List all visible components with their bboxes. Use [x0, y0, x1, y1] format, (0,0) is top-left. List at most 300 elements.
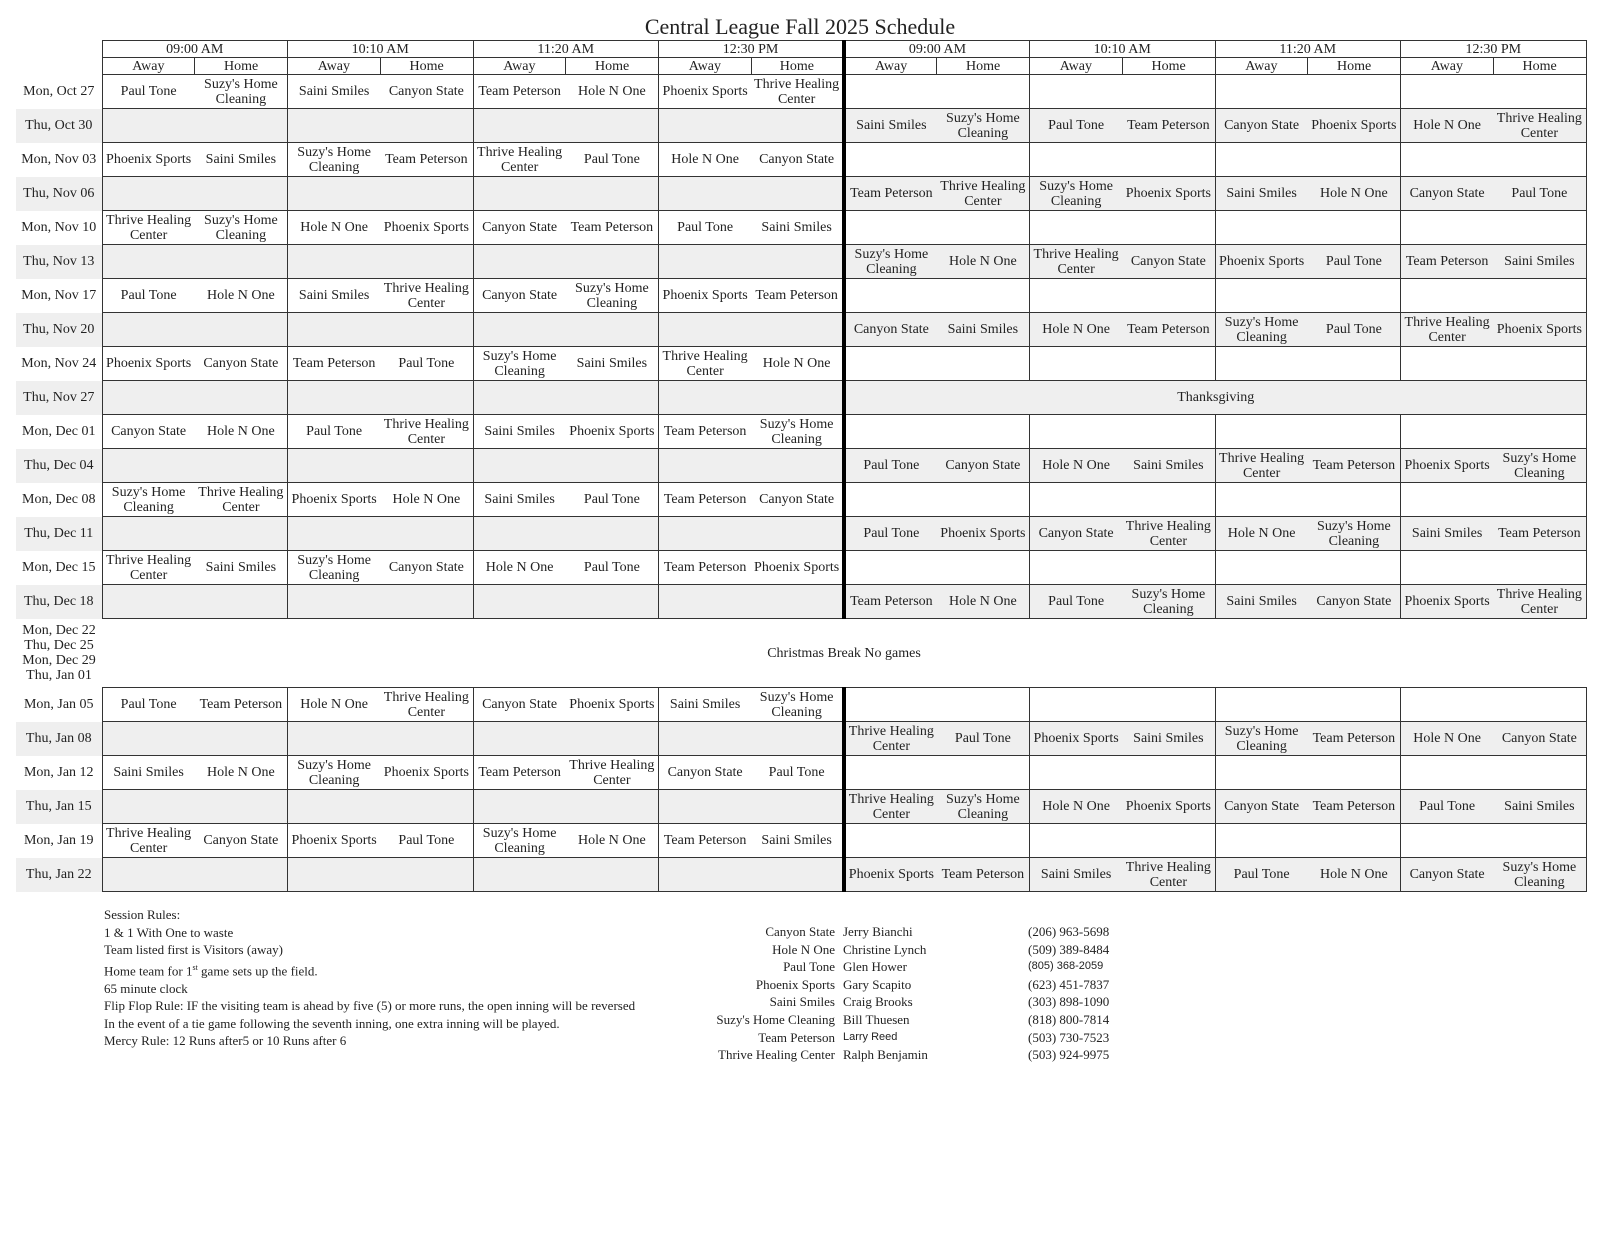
- game-date: Thu, Dec 11: [16, 517, 102, 551]
- home-header: Home: [195, 58, 288, 75]
- home-team: Saini Smiles: [195, 143, 288, 177]
- rules-heading: Session Rules:: [104, 907, 181, 922]
- contact-phone: (623) 451-7837: [1028, 976, 1110, 992]
- empty-slot: [102, 517, 288, 551]
- home-team: Hole N One: [195, 415, 288, 449]
- away-team: Paul Tone: [102, 279, 195, 313]
- away-team: Saini Smiles: [288, 279, 381, 313]
- empty-slot: [288, 722, 474, 756]
- empty-slot: [1215, 75, 1401, 109]
- away-team: Suzy's Home Cleaning: [473, 824, 566, 858]
- empty-slot: [473, 177, 659, 211]
- empty-slot: [288, 585, 474, 619]
- home-team: Paul Tone: [380, 347, 473, 381]
- empty-slot: [1215, 415, 1401, 449]
- away-header: Away: [659, 58, 752, 75]
- home-team: Team Peterson: [195, 688, 288, 722]
- home-team: Thrive Healing Center: [751, 75, 844, 109]
- home-team: Phoenix Sports: [751, 551, 844, 585]
- away-team: Thrive Healing Center: [102, 211, 195, 245]
- schedule-row: [16, 381, 1586, 415]
- away-team: Hole N One: [288, 211, 381, 245]
- empty-slot: [1215, 756, 1401, 790]
- game-date: Mon, Dec 01: [22, 424, 96, 439]
- rule-item: In the event of a tie game following the seventh inning, one extra inning will be played.: [104, 1015, 560, 1031]
- away-team: Paul Tone: [1215, 858, 1308, 892]
- game-date: Mon, Jan 12: [23, 765, 94, 780]
- empty-slot: [1215, 279, 1401, 313]
- away-team: Phoenix Sports: [288, 824, 381, 858]
- empty-slot: [844, 756, 1030, 790]
- schedule-row: [16, 483, 1586, 517]
- empty-slot: [1215, 688, 1401, 722]
- home-team: Phoenix Sports: [566, 415, 659, 449]
- away-header: Away: [1401, 58, 1494, 75]
- away-team: Team Peterson: [659, 551, 752, 585]
- empty-slot: [659, 177, 845, 211]
- game-date: Mon, Dec 08: [22, 492, 96, 507]
- away-team: Canyon State: [473, 688, 566, 722]
- empty-slot: [102, 585, 288, 619]
- away-team: Paul Tone: [288, 415, 381, 449]
- empty-slot: [1401, 824, 1587, 858]
- game-date: Thu, Dec 18: [16, 585, 102, 619]
- empty-slot: [659, 858, 845, 892]
- empty-slot: [1030, 75, 1216, 109]
- away-header: Away: [844, 58, 937, 75]
- away-team: Team Peterson: [659, 483, 752, 517]
- game-date: Mon, Dec 15: [22, 560, 96, 575]
- home-team: Phoenix Sports: [380, 211, 473, 245]
- away-team: Thrive Healing Center: [1030, 245, 1123, 279]
- home-team: Team Peterson: [1308, 790, 1401, 824]
- game-date: Mon, Nov 17: [21, 288, 97, 303]
- away-team: Paul Tone: [1030, 109, 1123, 143]
- schedule-row: [16, 551, 1586, 585]
- schedule-row: [16, 245, 1586, 279]
- contact-row: [680, 1011, 1180, 1029]
- home-team: Thrive Healing Center: [195, 483, 288, 517]
- away-team: Saini Smiles: [1215, 177, 1308, 211]
- away-team: Paul Tone: [1401, 790, 1494, 824]
- contact-row: [680, 976, 1180, 994]
- away-home-header-row: [16, 58, 1586, 75]
- contact-person: Larry Reed: [843, 1030, 898, 1043]
- home-team: Canyon State: [380, 75, 473, 109]
- rule-item: 1 & 1 With One to waste: [104, 924, 234, 940]
- empty-slot: [102, 449, 288, 483]
- schedule-row: [16, 75, 1586, 109]
- home-team: Paul Tone: [751, 756, 844, 790]
- contact-person: Christine Lynch: [843, 941, 927, 957]
- contact-phone: (503) 924-9975: [1028, 1047, 1110, 1063]
- empty-slot: [659, 517, 845, 551]
- away-team: Saini Smiles: [473, 415, 566, 449]
- game-date: Thu, Jan 15: [16, 790, 102, 824]
- empty-slot: [1215, 551, 1401, 585]
- home-header: Home: [380, 58, 473, 75]
- away-team: Phoenix Sports: [102, 347, 195, 381]
- away-team: Hole N One: [1030, 313, 1123, 347]
- break-dates: [16, 619, 102, 688]
- home-team: Saini Smiles: [1122, 722, 1215, 756]
- empty-slot: [844, 688, 1030, 722]
- home-team: Thrive Healing Center: [1493, 585, 1586, 619]
- away-team: Saini Smiles: [844, 109, 937, 143]
- contact-team: Suzy's Home Cleaning: [716, 1011, 835, 1027]
- away-team: Suzy's Home Cleaning: [288, 143, 381, 177]
- empty-slot: [659, 790, 845, 824]
- schedule-row: [16, 313, 1586, 347]
- home-team: Hole N One: [1308, 858, 1401, 892]
- empty-slot: [1401, 551, 1587, 585]
- schedule-row: [16, 449, 1586, 483]
- home-team: Team Peterson: [1308, 449, 1401, 483]
- away-team: Suzy's Home Cleaning: [1215, 313, 1308, 347]
- rule-item: Team listed first is Visitors (away): [104, 942, 283, 958]
- home-team: Team Peterson: [1122, 313, 1215, 347]
- away-team: Saini Smiles: [288, 75, 381, 109]
- away-header: Away: [102, 58, 195, 75]
- schedule-row: [16, 143, 1586, 177]
- home-team: Hole N One: [380, 483, 473, 517]
- empty-slot: [1215, 347, 1401, 381]
- empty-slot: [844, 279, 1030, 313]
- away-team: Saini Smiles: [659, 688, 752, 722]
- empty-slot: [102, 722, 288, 756]
- away-team: Hole N One: [1215, 517, 1308, 551]
- home-team: Saini Smiles: [751, 824, 844, 858]
- contact-row: [680, 1029, 1180, 1047]
- home-team: Thrive Healing Center: [937, 177, 1030, 211]
- empty-slot: [1030, 347, 1216, 381]
- empty-slot: [288, 858, 474, 892]
- schedule-row: [16, 858, 1586, 892]
- game-date: Thu, Jan 22: [16, 858, 102, 892]
- contact-row: [680, 958, 1180, 976]
- home-team: Thrive Healing Center: [380, 415, 473, 449]
- empty-slot: [1401, 347, 1587, 381]
- away-team: Hole N One: [473, 551, 566, 585]
- break-date: Mon, Dec 22: [22, 623, 96, 638]
- away-team: Paul Tone: [659, 211, 752, 245]
- empty-slot: [844, 415, 1030, 449]
- home-team: Canyon State: [195, 824, 288, 858]
- home-team: Saini Smiles: [1122, 449, 1215, 483]
- home-team: Hole N One: [937, 585, 1030, 619]
- away-team: Paul Tone: [844, 517, 937, 551]
- contact-phone: (818) 800-7814: [1028, 1011, 1110, 1027]
- away-team: Thrive Healing Center: [844, 722, 937, 756]
- empty-slot: [473, 585, 659, 619]
- empty-slot: [1215, 824, 1401, 858]
- away-team: Team Peterson: [288, 347, 381, 381]
- empty-slot: [473, 313, 659, 347]
- empty-slot: [288, 109, 474, 143]
- time-slot-header: 10:10 AM: [1030, 41, 1216, 58]
- contact-phone: (509) 389-8484: [1028, 941, 1110, 957]
- empty-slot: [844, 143, 1030, 177]
- empty-slot: [473, 517, 659, 551]
- away-team: Paul Tone: [102, 75, 195, 109]
- away-team: Team Peterson: [844, 585, 937, 619]
- away-team: Canyon State: [102, 415, 195, 449]
- page-title: Central League Fall 2025 Schedule: [644, 14, 956, 39]
- team-contacts: [680, 923, 1180, 1064]
- home-team: Phoenix Sports: [566, 688, 659, 722]
- home-team: Team Peterson: [1308, 722, 1401, 756]
- away-team: Canyon State: [473, 279, 566, 313]
- home-team: Suzy's Home Cleaning: [751, 415, 844, 449]
- empty-slot: [288, 313, 474, 347]
- game-date: Mon, Nov 03: [21, 152, 97, 167]
- home-team: Thrive Healing Center: [1493, 109, 1586, 143]
- away-team: Hole N One: [1030, 790, 1123, 824]
- away-team: Canyon State: [1401, 177, 1494, 211]
- time-slot-header-row: [16, 41, 1586, 58]
- schedule-row: [16, 211, 1586, 245]
- empty-slot: [659, 381, 845, 415]
- empty-slot: [473, 245, 659, 279]
- contact-row: [680, 923, 1180, 941]
- empty-slot: [1215, 211, 1401, 245]
- rule-item: Home team for 1st game sets up the field.: [104, 962, 318, 979]
- contact-team: Phoenix Sports: [755, 976, 835, 992]
- home-team: Team Peterson: [380, 143, 473, 177]
- home-team: Team Peterson: [1493, 517, 1586, 551]
- schedule-row: [16, 279, 1586, 313]
- home-team: Canyon State: [937, 449, 1030, 483]
- home-team: Paul Tone: [566, 551, 659, 585]
- empty-slot: [102, 858, 288, 892]
- away-team: Phoenix Sports: [659, 75, 752, 109]
- empty-slot: [1030, 415, 1216, 449]
- home-team: Team Peterson: [751, 279, 844, 313]
- empty-slot: [288, 381, 474, 415]
- time-slot-header: 12:30 PM: [659, 41, 845, 58]
- home-team: Suzy's Home Cleaning: [937, 109, 1030, 143]
- home-team: Thrive Healing Center: [1122, 517, 1215, 551]
- empty-slot: [102, 177, 288, 211]
- empty-slot: [102, 109, 288, 143]
- away-team: Suzy's Home Cleaning: [844, 245, 937, 279]
- header-spacer: [16, 41, 102, 58]
- game-date: Mon, Nov 10: [21, 220, 97, 235]
- contact-phone: (303) 898-1090: [1028, 994, 1110, 1010]
- empty-slot: [844, 483, 1030, 517]
- away-team: Canyon State: [1215, 109, 1308, 143]
- schedule-row: [16, 688, 1586, 722]
- home-team: Saini Smiles: [1493, 245, 1586, 279]
- rule-item: Flip Flop Rule: IF the visiting team is ahead by five (5) or more runs, the open inning will be reversed: [104, 998, 636, 1014]
- schedule-row: [16, 517, 1586, 551]
- away-team: Thrive Healing Center: [102, 824, 195, 858]
- away-team: Paul Tone: [1030, 585, 1123, 619]
- away-team: Phoenix Sports: [102, 143, 195, 177]
- away-team: Thrive Healing Center: [473, 143, 566, 177]
- home-team: Canyon State: [195, 347, 288, 381]
- away-team: Saini Smiles: [102, 756, 195, 790]
- empty-slot: [1030, 279, 1216, 313]
- home-team: Canyon State: [751, 143, 844, 177]
- empty-slot: [473, 790, 659, 824]
- empty-slot: [1030, 824, 1216, 858]
- home-team: Phoenix Sports: [380, 756, 473, 790]
- away-team: Team Peterson: [473, 75, 566, 109]
- break-date: Thu, Dec 25: [24, 638, 94, 653]
- empty-slot: [1030, 143, 1216, 177]
- empty-slot: [1030, 483, 1216, 517]
- home-team: Saini Smiles: [195, 551, 288, 585]
- home-team: Canyon State: [1493, 722, 1586, 756]
- empty-slot: [1401, 211, 1587, 245]
- home-team: Phoenix Sports: [1308, 109, 1401, 143]
- home-team: Thrive Healing Center: [566, 756, 659, 790]
- home-team: Paul Tone: [1308, 245, 1401, 279]
- contact-team: Team Peterson: [758, 1029, 835, 1045]
- away-team: Thrive Healing Center: [659, 347, 752, 381]
- empty-slot: [473, 109, 659, 143]
- game-date: Mon, Jan 05: [23, 697, 94, 712]
- empty-slot: [1401, 688, 1587, 722]
- home-team: Canyon State: [380, 551, 473, 585]
- game-date: Mon, Nov 24: [21, 356, 97, 371]
- schedule-row: [16, 585, 1586, 619]
- away-team: Paul Tone: [102, 688, 195, 722]
- away-team: Hole N One: [1401, 722, 1494, 756]
- holiday-label: Thanksgiving: [844, 381, 1586, 415]
- home-team: Suzy's Home Cleaning: [195, 75, 288, 109]
- empty-slot: [288, 517, 474, 551]
- empty-slot: [1401, 75, 1587, 109]
- home-team: Canyon State: [1308, 585, 1401, 619]
- contact-person: Glen Hower: [843, 959, 907, 975]
- contact-person: Bill Thuesen: [843, 1011, 910, 1027]
- away-team: Suzy's Home Cleaning: [288, 551, 381, 585]
- home-team: Hole N One: [566, 75, 659, 109]
- time-slot-header: 09:00 AM: [844, 41, 1030, 58]
- contact-team: Paul Tone: [783, 959, 835, 975]
- christmas-break-label: Christmas Break No games: [767, 645, 921, 661]
- empty-slot: [1215, 143, 1401, 177]
- schedule-row: [16, 109, 1586, 143]
- game-date: Thu, Oct 30: [16, 109, 102, 143]
- away-team: Team Peterson: [473, 756, 566, 790]
- home-team: Paul Tone: [566, 483, 659, 517]
- empty-slot: [102, 313, 288, 347]
- empty-slot: [288, 790, 474, 824]
- away-team: Suzy's Home Cleaning: [288, 756, 381, 790]
- game-date: Thu, Nov 27: [16, 381, 102, 415]
- schedule-row: [16, 824, 1586, 858]
- schedule-table: [16, 40, 1587, 892]
- home-team: Suzy's Home Cleaning: [566, 279, 659, 313]
- empty-slot: [844, 551, 1030, 585]
- home-header: Home: [1122, 58, 1215, 75]
- away-team: Paul Tone: [844, 449, 937, 483]
- empty-slot: [1401, 279, 1587, 313]
- empty-slot: [659, 313, 845, 347]
- away-team: Saini Smiles: [1401, 517, 1494, 551]
- away-header: Away: [288, 58, 381, 75]
- home-team: Suzy's Home Cleaning: [1122, 585, 1215, 619]
- schedule-row: [16, 756, 1586, 790]
- time-slot-header: 09:00 AM: [102, 41, 288, 58]
- home-team: Suzy's Home Cleaning: [1308, 517, 1401, 551]
- home-team: Paul Tone: [1308, 313, 1401, 347]
- home-team: Paul Tone: [1493, 177, 1586, 211]
- empty-slot: [473, 722, 659, 756]
- home-team: Team Peterson: [937, 858, 1030, 892]
- game-date: Thu, Dec 04: [16, 449, 102, 483]
- away-team: Phoenix Sports: [844, 858, 937, 892]
- empty-slot: [1401, 756, 1587, 790]
- empty-slot: [1030, 688, 1216, 722]
- empty-slot: [844, 347, 1030, 381]
- away-header: Away: [1030, 58, 1123, 75]
- away-team: Phoenix Sports: [1030, 722, 1123, 756]
- empty-slot: [288, 177, 474, 211]
- contact-person: Jerry Bianchi: [843, 924, 913, 939]
- away-team: Team Peterson: [1401, 245, 1494, 279]
- away-team: Team Peterson: [659, 824, 752, 858]
- away-team: Thrive Healing Center: [1401, 313, 1494, 347]
- away-team: Canyon State: [1030, 517, 1123, 551]
- game-date: Thu, Nov 13: [16, 245, 102, 279]
- home-team: Hole N One: [937, 245, 1030, 279]
- home-header: Home: [937, 58, 1030, 75]
- empty-slot: [1401, 143, 1587, 177]
- schedule-row: [16, 177, 1586, 211]
- home-team: Suzy's Home Cleaning: [937, 790, 1030, 824]
- game-date: Thu, Nov 06: [16, 177, 102, 211]
- home-team: Hole N One: [566, 824, 659, 858]
- contact-team: Canyon State: [765, 924, 835, 939]
- contact-person: Craig Brooks: [843, 994, 913, 1010]
- time-slot-header: 10:10 AM: [288, 41, 474, 58]
- away-team: Thrive Healing Center: [1215, 449, 1308, 483]
- contact-row: [680, 1046, 1180, 1064]
- home-header: Home: [751, 58, 844, 75]
- empty-slot: [1401, 415, 1587, 449]
- rule-item: 65 minute clock: [104, 980, 188, 996]
- away-team: Thrive Healing Center: [102, 551, 195, 585]
- empty-slot: [288, 245, 474, 279]
- away-team: Suzy's Home Cleaning: [1215, 722, 1308, 756]
- empty-slot: [1030, 756, 1216, 790]
- away-team: Suzy's Home Cleaning: [1030, 177, 1123, 211]
- empty-slot: [473, 381, 659, 415]
- home-team: Canyon State: [751, 483, 844, 517]
- break-date: Mon, Dec 29: [22, 653, 96, 668]
- contact-person: Gary Scapito: [843, 976, 912, 992]
- contact-phone: (206) 963-5698: [1028, 924, 1110, 939]
- session-rules: [104, 906, 635, 1050]
- away-team: Thrive Healing Center: [844, 790, 937, 824]
- empty-slot: [844, 75, 1030, 109]
- away-team: Hole N One: [1030, 449, 1123, 483]
- empty-slot: [659, 109, 845, 143]
- home-team: Phoenix Sports: [1122, 177, 1215, 211]
- home-team: Suzy's Home Cleaning: [195, 211, 288, 245]
- away-header: Away: [473, 58, 566, 75]
- away-team: Canyon State: [659, 756, 752, 790]
- schedule-row: [16, 347, 1586, 381]
- away-team: Suzy's Home Cleaning: [473, 347, 566, 381]
- home-team: Team Peterson: [1122, 109, 1215, 143]
- home-team: Phoenix Sports: [937, 517, 1030, 551]
- contact-row: [680, 941, 1180, 959]
